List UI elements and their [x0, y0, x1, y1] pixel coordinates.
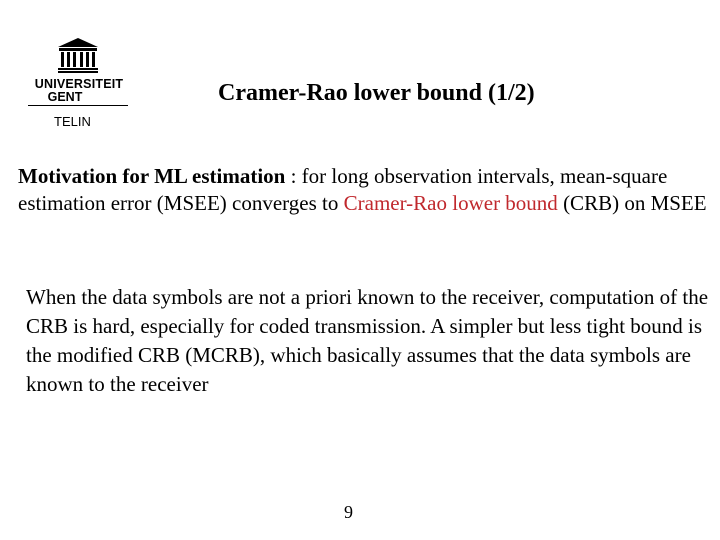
- motivation-lead: Motivation for ML estimation: [18, 164, 286, 188]
- mcrb-paragraph: When the data symbols are not a priori known to the receiver, computation of the CRB is hard, especially for coded transmission. A simpler but less tight bound is the modified CRB (MCRB), which basically assumes that the data symbols are known to the receiver: [26, 285, 709, 396]
- crb-highlight: Cramer-Rao lower bound: [343, 191, 558, 215]
- university-logo: [28, 38, 130, 130]
- building-icon: [58, 38, 98, 74]
- logo-divider: [28, 105, 128, 106]
- motivation-paragraph: [18, 163, 708, 217]
- logo-gent-text: GENT: [47, 90, 83, 104]
- page-number: 9: [344, 502, 353, 522]
- logo-university-text: UNIVERSITEIT: [34, 77, 124, 91]
- logo-department-text: TELIN: [54, 114, 91, 129]
- slide-title: Cramer-Rao lower bound (1/2): [218, 80, 535, 106]
- motivation-text-b: (CRB) on MSEE: [557, 191, 707, 215]
- motivation-text-a: : for long observation intervals, mean-square estimation error (MSEE) converges to: [18, 164, 668, 215]
